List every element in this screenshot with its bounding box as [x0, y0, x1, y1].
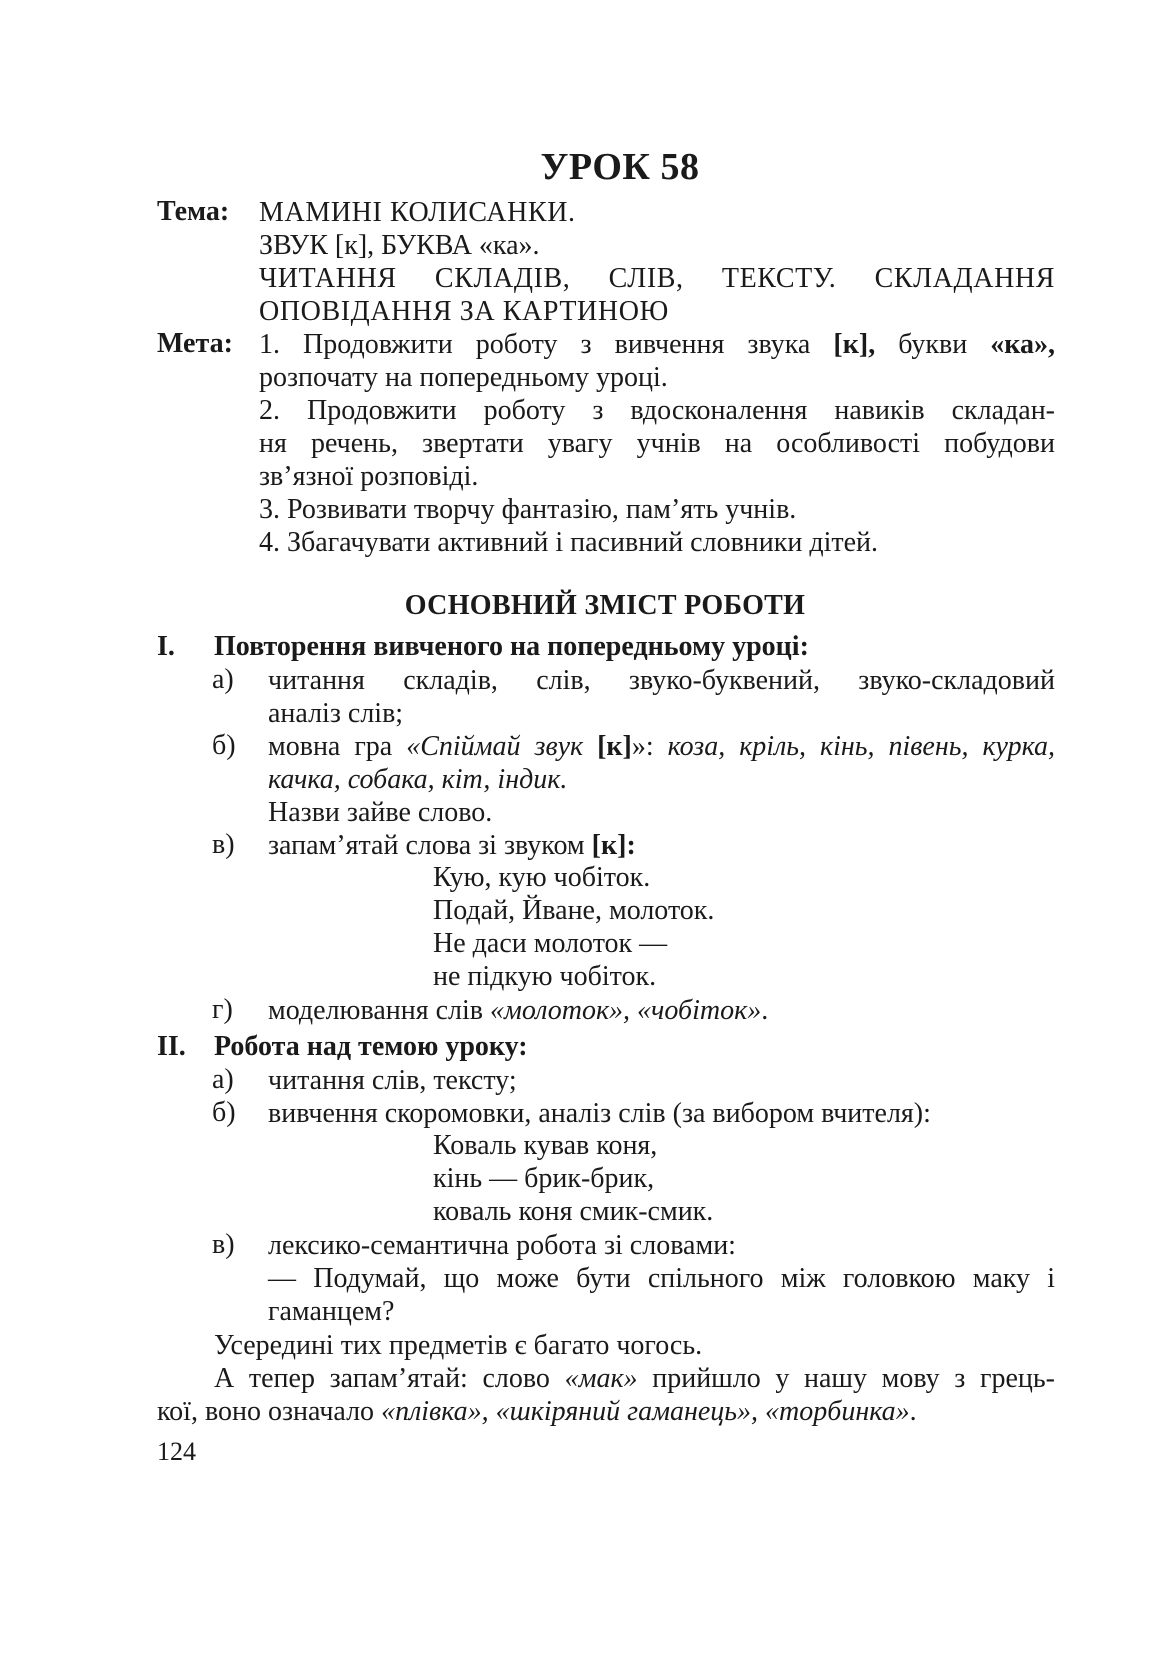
meta-line-4: ня речень, звертати увагу учнів на особливості побудови	[259, 428, 1055, 459]
item-b-line-2: качка, собака, кіт, індик.	[268, 764, 568, 795]
s2-item-a-line: читання слів, тексту;	[268, 1065, 517, 1096]
item-a-marker: а)	[212, 664, 234, 695]
s2-item-b-line: вивчення скоромовки, аналіз слів (за вибором вчителя):	[268, 1098, 931, 1129]
tema-line-1: МАМИНІ КОЛИСАНКИ.	[259, 197, 576, 228]
paragraph-2-line-1: А тепер запам’ятай: слово «мак» прийшло у нашу мову з грець-	[214, 1363, 1056, 1394]
section-1-heading: Повторення вивченого на попередньому уроці:	[214, 631, 809, 662]
item-a-line-2: аналіз слів;	[268, 698, 404, 729]
section-2-number: II.	[157, 1031, 186, 1062]
s2-item-v-marker: в)	[212, 1229, 235, 1260]
meta-line-7: 4. Збагачувати активний і пасивний словники дітей.	[259, 527, 879, 558]
meta-line-3: 2. Продовжити роботу з вдосконалення навиків складан-	[259, 395, 1055, 426]
meta-label: Мета:	[157, 328, 233, 359]
page-title: УРОК 58	[540, 146, 700, 188]
poem-1-line-2: Подай, Йване, молоток.	[433, 895, 715, 926]
item-v-marker: в)	[212, 829, 235, 860]
meta-line-1: 1. Продовжити роботу з вивчення звука [к], букви «ка»,	[259, 329, 1055, 360]
meta-line-2: розпочату на попередньому уроці.	[259, 362, 668, 393]
tema-line-2: ЗВУК [к], БУКВА «ка».	[259, 230, 540, 261]
poem-1-line-4: не підкую чобіток.	[433, 961, 657, 992]
item-a-line-1: читання складів, слів, звуко-буквений, звуко-складовий	[268, 665, 1055, 696]
section-title: ОСНОВНИЙ ЗМІСТ РОБОТИ	[404, 590, 806, 621]
item-b-marker: б)	[212, 730, 236, 761]
s2-item-b-marker: б)	[212, 1097, 236, 1128]
section-2-heading: Робота над темою уроку:	[214, 1031, 528, 1062]
section-1-number: I.	[157, 631, 175, 662]
s2-item-v-line-1: лексико-семантична робота зі словами:	[268, 1230, 736, 1261]
item-v-line: запам’ятай слова зі звуком [к]:	[268, 830, 636, 861]
s2-item-a-marker: а)	[212, 1064, 234, 1095]
page-number: 124	[157, 1437, 196, 1466]
item-g-marker: г)	[212, 994, 233, 1025]
paragraph-2-line-2: кої, воно означало «плівка», «шкіряний гаманець», «торбинка».	[157, 1396, 917, 1427]
poem-1-line-3: Не даси молоток —	[433, 928, 668, 959]
poem-2-line-1: Коваль кував коня,	[433, 1130, 658, 1161]
meta-line-5: зв’язної розповіді.	[259, 461, 479, 492]
poem-2-line-2: кінь — брик-брик,	[433, 1163, 655, 1194]
paragraph-1: Усередині тих предметів є багато чогось.	[214, 1330, 703, 1361]
s2-item-v-line-2: — Подумай, що може бути спільного між головкою маку і	[268, 1263, 1055, 1294]
item-b-line-3: Назви зайве слово.	[268, 797, 493, 828]
poem-1-line-1: Кую, кую чобіток.	[433, 862, 651, 893]
tema-label: Тема:	[157, 196, 230, 227]
tema-line-4: ОПОВІДАННЯ ЗА КАРТИНОЮ	[259, 296, 669, 327]
item-b-line-1: мовна гра «Спіймай звук [к]»: коза, кріль, кінь, півень, курка,	[268, 731, 1056, 762]
item-g-line: моделювання слів «молоток», «чобіток».	[268, 995, 769, 1026]
tema-line-3: ЧИТАННЯ СКЛАДІВ, СЛІВ, ТЕКСТУ. СКЛАДАННЯ	[259, 263, 1055, 294]
poem-2-line-3: коваль коня смик-смик.	[433, 1196, 714, 1227]
s2-item-v-line-3: гаманцем?	[268, 1296, 395, 1327]
meta-line-6: 3. Розвивати творчу фантазію, пам’ять учнів.	[259, 494, 797, 525]
